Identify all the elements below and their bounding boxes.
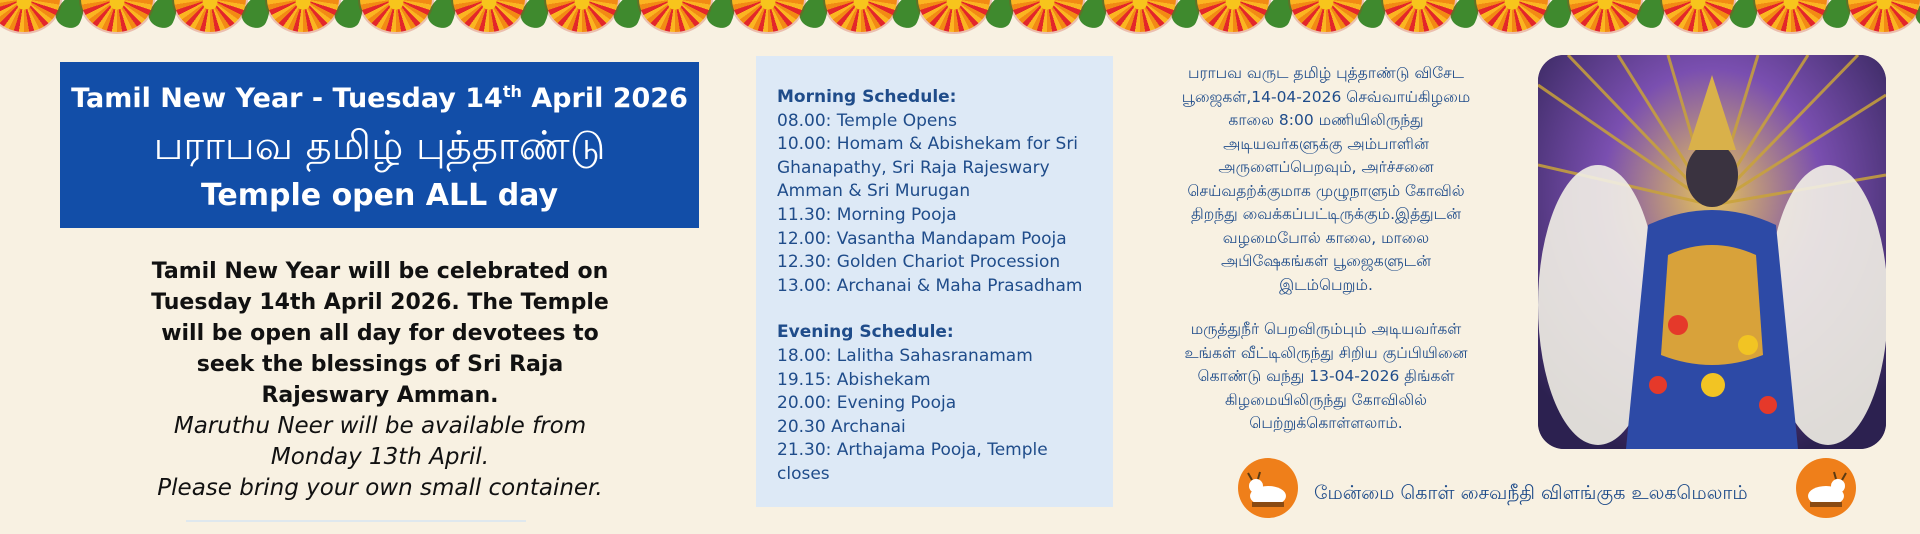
marigold-flower-icon: [267, 0, 339, 32]
marigold-flower-icon: [1755, 0, 1827, 32]
tamil-line: திறந்து வைக்கப்பட்டிருக்கும்.இத்துடன்: [1191, 205, 1461, 223]
tamil-line: அருளைப்பெறவும், அர்ச்சனை: [1218, 158, 1434, 176]
tamil-line: பூஜைகள்,14-04-2026 செவ்வாய்கிழமை: [1181, 87, 1471, 106]
title-banner: [60, 62, 699, 228]
marigold-flower-icon: [1011, 0, 1083, 32]
tamil-line: மருத்துநீர் பெறவிரும்பும் அடியவர்கள்: [1190, 320, 1462, 338]
marigold-flower-icon: [1290, 0, 1362, 32]
schedule-item: 20.00: Evening Pooja: [777, 393, 957, 414]
marigold-garland: [0, 0, 1920, 36]
marigold-flower-icon: [1569, 0, 1641, 32]
schedule-item: 19.15: Abishekam: [777, 369, 931, 390]
marigold-flower-icon: [174, 0, 246, 32]
schedule-item: 08.00: Temple Opens: [777, 110, 957, 131]
marigold-flower-icon: [1662, 0, 1734, 32]
event-description: [130, 256, 630, 504]
description-bold-line: Tuesday 14th April 2026. The Temple: [151, 290, 609, 315]
marigold-flower-icon: [1848, 0, 1920, 32]
description-bold-line: seek the blessings of Sri Raja: [196, 352, 564, 377]
description-italic-line: Maruthu Neer will be available from: [173, 413, 587, 439]
temple-motto: மேன்மை கொள் சைவநீதி விளங்குக உலகமெலாம்: [1314, 482, 1748, 504]
tamil-line: இடம்பெறும்.: [1279, 275, 1373, 294]
tamil-line: கொண்டு வந்து 13-04-2026 திங்கள்: [1197, 367, 1455, 385]
tamil-line: செய்வதற்க்குமாக முழுநாளும் கோவில்: [1187, 181, 1465, 200]
schedule-item: 10.00: Homam & Abishekam for Sri Ghanapathy, Sri Raja Rajeswary Amman & Sri Murugan: [777, 134, 1079, 202]
schedule-item: 21.30: Arthajama Pooja, Temple closes: [777, 440, 1048, 484]
deity-photo: [1538, 55, 1886, 449]
banner-open-text: Temple open ALL day: [200, 178, 559, 213]
marigold-flower-icon: [732, 0, 804, 32]
tamil-line: அபிஷேகங்கள் பூஜைகளுடன்: [1220, 252, 1431, 270]
description-italic-line: Please bring your own small container.: [157, 475, 603, 501]
nandi-emblem-icon: [1238, 458, 1298, 518]
schedule-item: 20.30 Archanai: [777, 416, 906, 437]
tamil-line: கிழமையிலிருந்து கோவிலில்: [1225, 390, 1427, 409]
tamil-line: பெற்றுக்கொள்ளலாம்.: [1249, 414, 1403, 432]
banner-title: Tamil New Year - Tuesday 14th April 2026: [71, 82, 688, 114]
description-bold-line: Rajeswary Amman.: [261, 383, 499, 408]
marigold-flower-icon: [1104, 0, 1176, 32]
marigold-flower-icon: [360, 0, 432, 32]
tamil-line: காலை 8:00 மணியிலிருந்து: [1228, 111, 1424, 129]
marigold-flower-icon: [81, 0, 153, 32]
tamil-line: பராபவ வருட தமிழ் புத்தாண்டு விசேட: [1187, 64, 1465, 82]
nandi-emblem-icon: [1796, 458, 1856, 518]
tamil-line: உங்கள் வீட்டிலிருந்து சிறிய குப்பியினை: [1184, 343, 1468, 362]
marigold-flower-icon: [453, 0, 525, 32]
marigold-flower-icon: [1383, 0, 1455, 32]
schedule-item: 12.00: Vasantha Mandapam Pooja: [777, 228, 1067, 249]
marigold-flower-icon: [825, 0, 897, 32]
divider: [186, 520, 526, 522]
schedule-item: 11.30: Morning Pooja: [777, 204, 957, 225]
marigold-flower-icon: [639, 0, 711, 32]
tamil-line: அடியவர்களுக்கு அம்பாளின்: [1223, 134, 1429, 153]
tamil-notice: [1156, 62, 1496, 436]
schedule-item: 18.00: Lalitha Sahasranamam: [777, 345, 1033, 366]
marigold-flower-icon: [1476, 0, 1548, 32]
evening-schedule-heading: Evening Schedule:: [777, 322, 954, 343]
banner-tamil-title: பராபவ தமிழ் புத்தாண்டு: [153, 123, 606, 169]
marigold-flower-icon: [0, 0, 60, 32]
schedule-item: 13.00: Archanai & Maha Prasadham: [777, 275, 1083, 296]
schedule-box: [756, 56, 1113, 507]
tamil-line: வழமைபோல் காலை, மாலை: [1222, 228, 1430, 247]
schedule-item: 12.30: Golden Chariot Procession: [777, 252, 1061, 273]
marigold-flower-icon: [918, 0, 990, 32]
marigold-flower-icon: [1197, 0, 1269, 32]
marigold-flower-icon: [546, 0, 618, 32]
morning-schedule-heading: Morning Schedule:: [777, 87, 957, 107]
description-bold-line: Tamil New Year will be celebrated on: [151, 259, 609, 284]
description-italic-line: Monday 13th April.: [270, 444, 490, 470]
description-bold-line: will be open all day for devotees to: [161, 321, 599, 346]
